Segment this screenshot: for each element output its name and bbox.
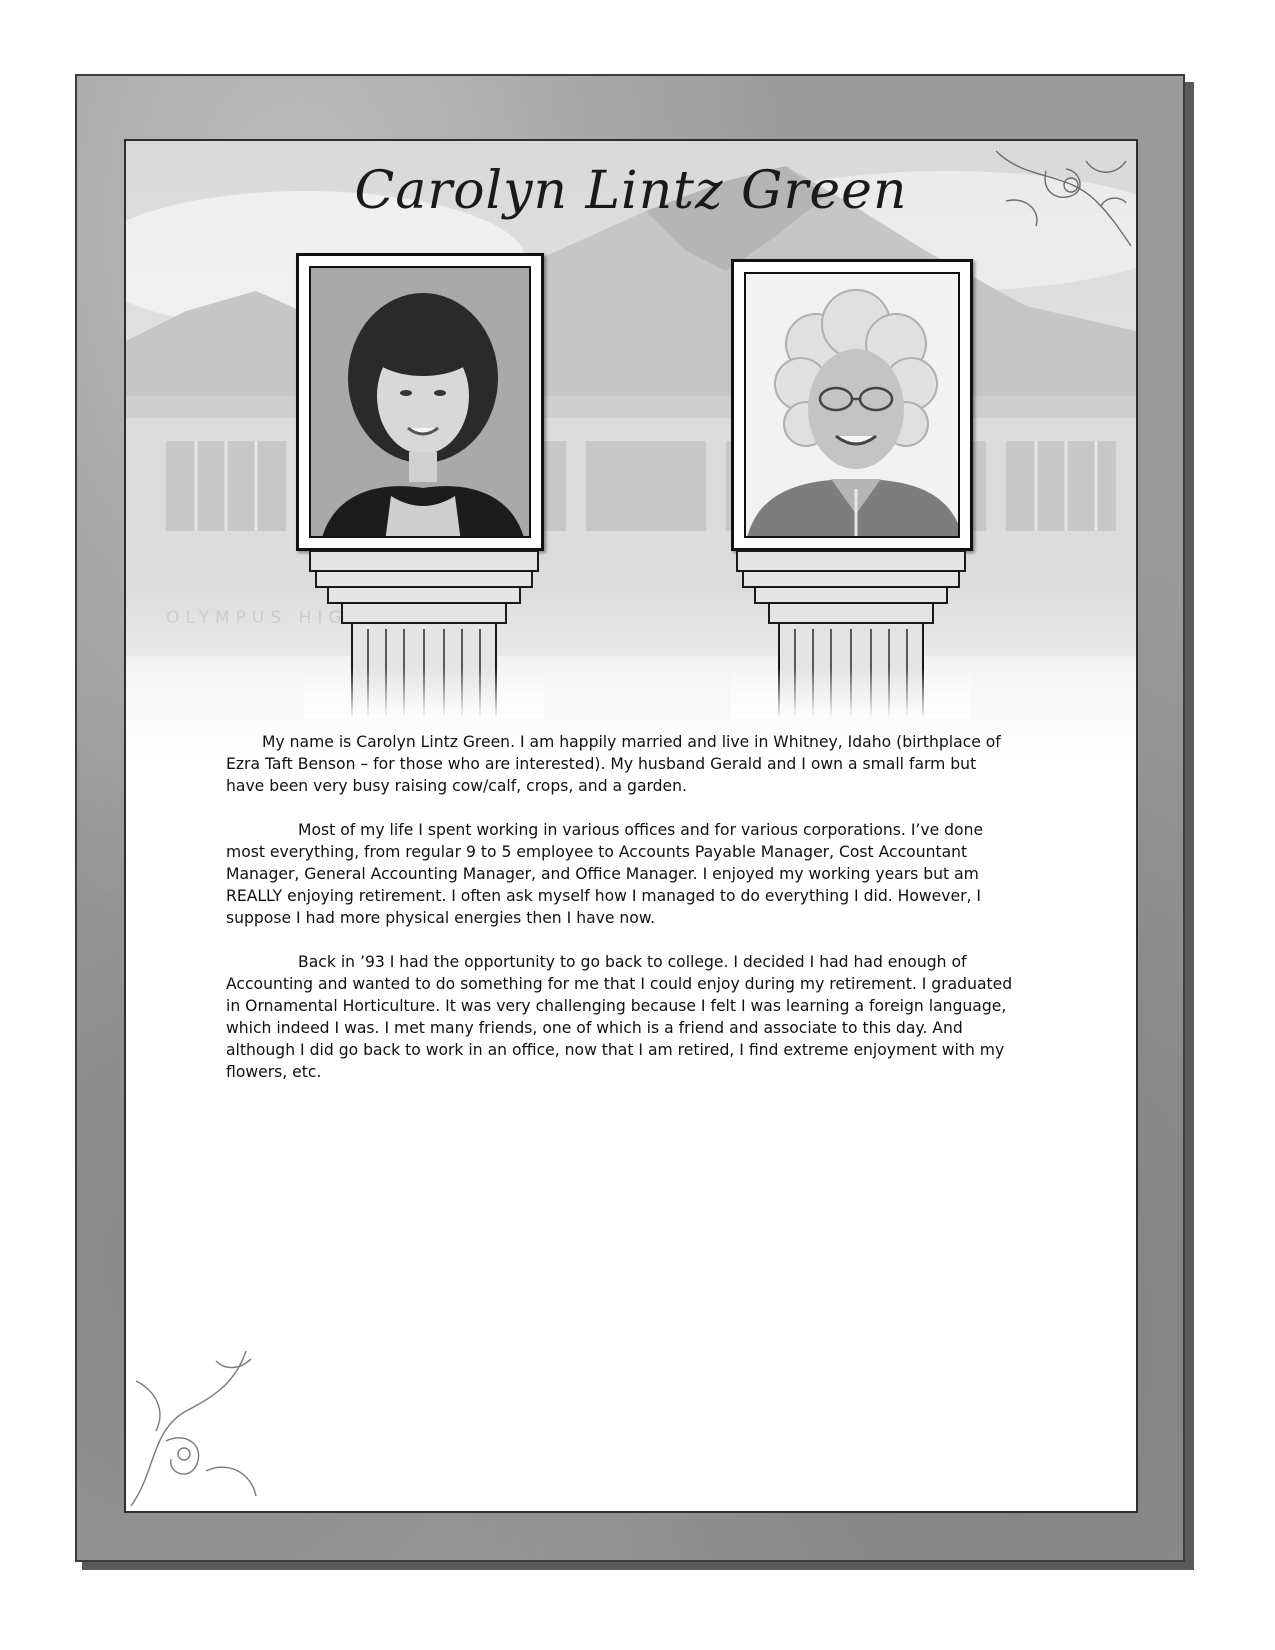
bio-paragraph-3: Back in ’93 I had the opportunity to go back to college. I decided I had had enough of Accounting and wanted to do something for me that I could enjoy during my retirement. I graduated in Ornamental Horticulture. It was very challenging because I felt I was learning a foreign language, which indeed I was. I met many friends, one of which is a friend and associate to this day. And although I did go back to work in an office, now that I am retired, I find extreme enjoyment with my flowers, etc. xyxy=(226,953,1013,1081)
photo-young xyxy=(309,266,531,538)
photo-frame-current xyxy=(731,259,973,551)
page-title: Carolyn Lintz Green xyxy=(354,161,908,221)
portrait-young-icon xyxy=(311,268,531,538)
background-scene xyxy=(126,141,1136,761)
pedestal-column-left xyxy=(304,549,544,719)
photo-current xyxy=(744,272,960,538)
pedestal-column-right xyxy=(731,549,971,719)
corner-flourish-bottom-left xyxy=(126,1321,276,1511)
portrait-current-icon xyxy=(746,274,960,538)
bio-paragraph-2: Most of my life I spent working in various offices and for various corporations. I’ve done most everything, from regular 9 to 5 employee to Accounts Payable Manager, Cost Accountant Manager, General Accounting Manager, and Office Manager. I enjoyed my working years but am REALLY enjoying retirement. I often ask myself how I managed to do everything I did. However, I suppose I had more physical energies then I have now. xyxy=(226,821,984,927)
bio-paragraph-1: My name is Carolyn Lintz Green. I am happily married and live in Whitney, Idaho (birthplace of Ezra Taft Benson – for those who are interested). My husband Gerald and I own a small farm but have been very busy raising cow/calf, crops, and a garden. xyxy=(226,733,1001,795)
content-panel xyxy=(124,139,1138,1513)
photo-frame-young xyxy=(296,253,544,551)
biography-text xyxy=(226,731,1018,1105)
